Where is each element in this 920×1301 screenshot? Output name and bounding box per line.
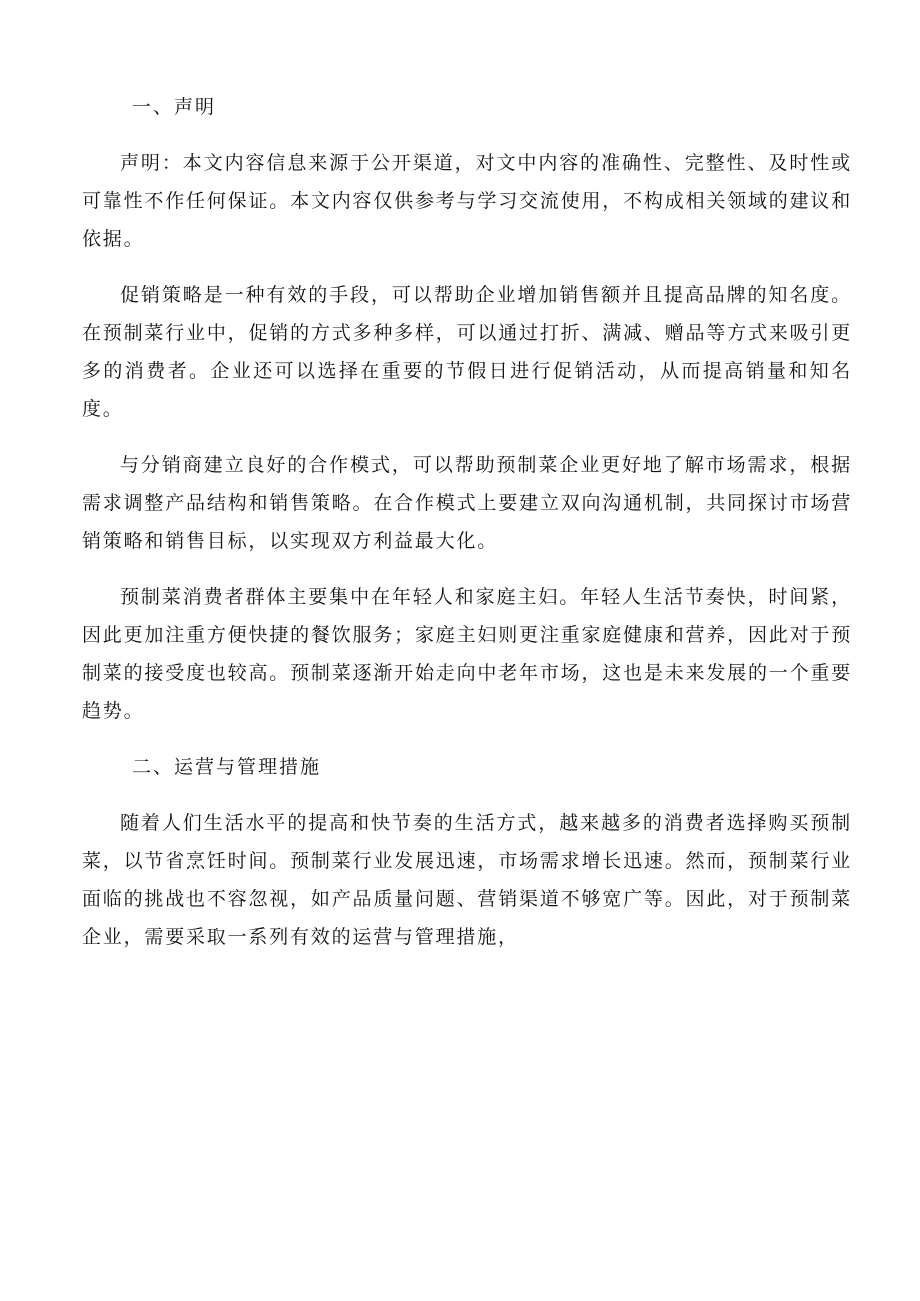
paragraph-operations-intro: 随着人们生活水平的提高和快节奏的生活方式，越来越多的消费者选择购买预制菜，以节省烹饪时间。预制菜行业发展迅速，市场需求增长迅速。然而，预制菜行业面临的挑战也不容忽视，如产品质量问题、营销渠道不够宽广等。因此，对于预制菜企业，需要采取一系列有效的运营与管理措施， [82, 812, 852, 948]
paragraph-disclaimer: 声明：本文内容信息来源于公开渠道，对文中内容的准确性、完整性、及时性或可靠性不作任何保证。本文内容仅供参考与学习交流使用，不构成相关领域的建议和依据。 [82, 152, 852, 250]
paragraph-distributor-cooperation: 与分销商建立良好的合作模式，可以帮助预制菜企业更好地了解市场需求，根据需求调整产品结构和销售策略。在合作模式上要建立双向沟通机制，共同探讨市场营销策略和销售目标，以实现双方利益最大化。 [82, 454, 852, 552]
section-heading-operations: 二、运营与管理措施 [132, 756, 322, 778]
paragraph-consumer-groups: 预制菜消费者群体主要集中在年轻人和家庭主妇。年轻人生活节奏快，时间紧，因此更加注重方便快捷的餐饮服务；家庭主妇则更注重家庭健康和营养，因此对于预制菜的接受度也较高。预制菜逐渐开始走向中老年市场，这也是未来发展的一个重要趋势。 [82, 586, 852, 722]
paragraph-promotion-strategy: 促销策略是一种有效的手段，可以帮助企业增加销售额并且提高品牌的知名度。在预制菜行业中，促销的方式多种多样，可以通过打折、满减、赠品等方式来吸引更多的消费者。企业还可以选择在重要的节假日进行促销活动，从而提高销量和知名度。 [82, 284, 852, 420]
section-heading-statement: 一、声明 [132, 96, 217, 118]
document-page [82, 88, 852, 974]
